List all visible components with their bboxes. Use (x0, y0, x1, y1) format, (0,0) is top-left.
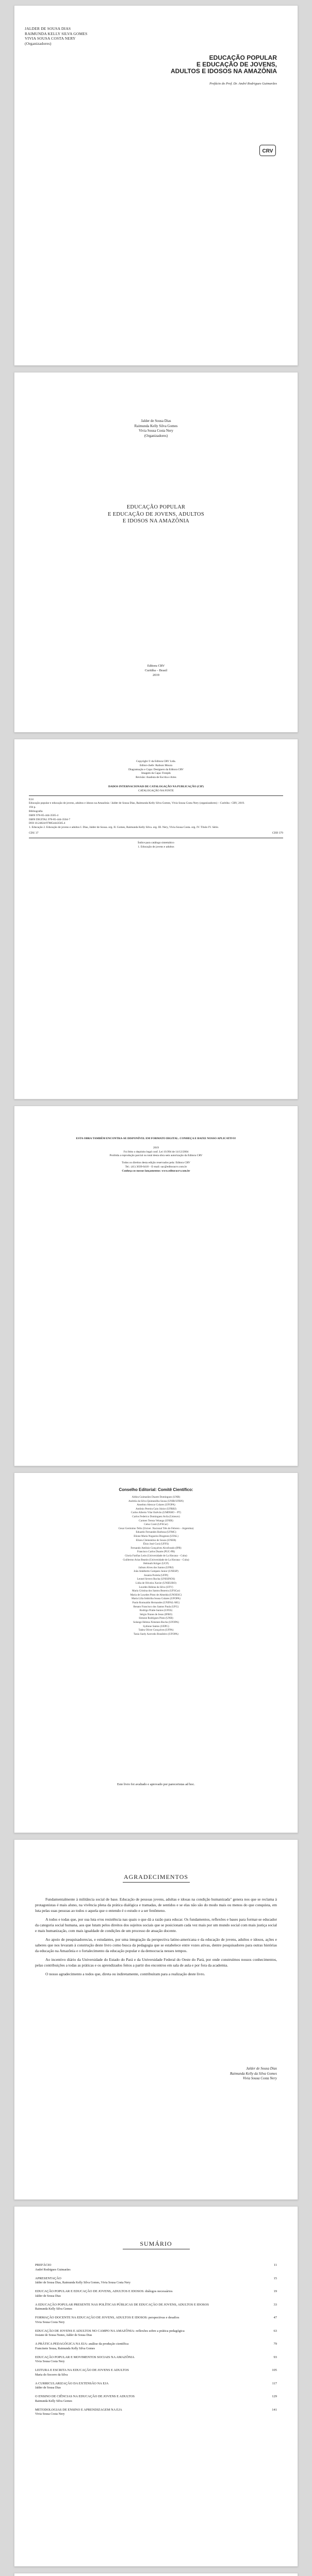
cover-title-line: ADULTOS E IDOSOS NA AMAZÔNIA (170, 67, 277, 75)
toc-entry-title: A CURRICULARIZAÇÃO DA EXTENSÃO NA EJA (35, 2381, 109, 2385)
cip-code: E24 (29, 798, 34, 801)
board-member: Leonel Severo Rocha (UNISINOS) (137, 1578, 175, 1581)
publication-year: 2019 (153, 673, 159, 677)
organizers-label: (Organizadores) (144, 433, 168, 438)
toc-list (35, 2263, 277, 2421)
board-member: Celso Conti (UFSCar) (144, 1523, 168, 1527)
rights-block (29, 1137, 283, 1174)
board-member: Josania Portela (UFPI) (143, 1573, 169, 1577)
board-member: Elizeu Clementino de Souza (UNEB) (136, 1538, 176, 1542)
title-page-title (61, 504, 251, 525)
ack-heading: AGRADECIMENTOS (123, 1873, 189, 1880)
publisher-logo-icon (259, 145, 276, 156)
board-member: Maria Cristina dos Santos Bezerra (UFSCar) (132, 1589, 180, 1593)
toc-entry-authors: Raimunda Kelly Silva Gomes (35, 2308, 72, 2311)
toc-entry-page: 33 (273, 2302, 277, 2307)
toc-entry-title: FORMAÇÃO DOCENTE NA EDUCAÇÃO DE JOVENS, ADULTOS E IDOSOS: perspectivas e desafios (35, 2316, 179, 2319)
toc-entry[interactable] (35, 2382, 277, 2391)
toc-entry-authors: Raimunda Kelly Silva Gomes (35, 2399, 72, 2403)
credit-line: Editor-chefe: Railson Moura (139, 764, 173, 767)
board-member: Solange Helena Ximenes-Rocha (UFOPA) (133, 1621, 179, 1624)
board-member-list (71, 1496, 241, 1636)
legal-deposit: Foi feito o depósito legal conf. Lei 10.994 de 14/12/2004 (123, 1150, 189, 1154)
toc-entry-page: 11 (273, 2263, 277, 2267)
toc-entry-authors: Maria do Socorro da Silva (35, 2373, 68, 2377)
signature-name: Jalder de Sousa Dias (246, 2066, 277, 2071)
cip-title: DADOS INTERNACIONAIS DE CATALOGAÇÃO NA PUBLICAÇÃO (CIP) (108, 785, 204, 788)
cip-record (29, 795, 283, 838)
ack-signatures (230, 2066, 277, 2081)
board-member: Élsio José Corá (UFFS) (143, 1543, 169, 1546)
toc-entry-authors: André Rodrigues Guimarães (35, 2268, 71, 2272)
cip-entry-line: Educação popular e educação de jovens, adultos e idosos na Amazônia / Jalder de Sousa Dias, Raimunda Kelly Silva Gomes, Vivia Sousa Costa Nery (organizadores) – Curitiba : CRV, 2019. (29, 802, 245, 805)
board-member: Anselmo Alencar Colares (UFOPA) (137, 1503, 175, 1507)
toc-entry-authors: Jalder de Sousa Dias, Raimunda Kelly Silva Gomes, Vivia Sousa Costa Nery (35, 2281, 131, 2284)
body-paragraph: A todos e todas que, por sua luta e/ou resistência nas quais o que dá a razão para educar. Os fundamentos, reflexões e bases para formar-se educador da categoria social humana, aos que lutam pelos direitos dos sujeitos sociais que se posicionam cada vez mais por um mundo social com mais justiça social e mais humanização, com mais igualdade de condições de um processo de atuação docente. (35, 1917, 277, 1933)
copyright-block (29, 760, 283, 849)
toc-entry-authors: Vivia Sousa Costa Nery (35, 2413, 65, 2416)
toc-entry-title: APRESENTAÇÃO (35, 2276, 61, 2280)
heading-rule (123, 1882, 190, 1883)
cdu-code: CDU 37 (29, 831, 39, 835)
toc-entry-title: EDUCAÇÃO POPULAR E EDUCAÇÃO DE JOVENS, ADULTOS E IDOSOS: diálogos necessários (35, 2290, 173, 2293)
board-member: João Adalberto Campato Junior (UNESP) (134, 1570, 178, 1573)
reproduction-notice: Proibida a reprodução parcial ou total desta obra sem autorização da Editora CRV (109, 1154, 203, 1158)
toc-entry-authors: Jalder de Sousa Dias (35, 2386, 61, 2389)
toc-page-2 (14, 2573, 298, 2576)
cover-preface: Prefácio do Prof. Dr. André Rodrigues Guimarães (209, 82, 277, 86)
credit-line: Diagramação e Capa: Designers da Editora CRV (128, 768, 184, 771)
rights-page (14, 1106, 298, 1466)
toc-entry[interactable] (35, 2408, 277, 2417)
board-member: Renato Francisco dos Santos Paula (UFG) (133, 1605, 179, 1608)
board-member: Antônio Pereira Gaio Júnior (UFRRJ) (136, 1507, 176, 1511)
toc-entry[interactable] (35, 2368, 277, 2377)
toc-entry[interactable] (35, 2395, 277, 2403)
cdd-code: CDD 379 (272, 831, 283, 835)
organizer-name: Jalder de Sousa Dias (141, 419, 171, 423)
editorial-board-page (14, 1472, 298, 1833)
cover-organizers-label: (Organizadores) (25, 41, 52, 46)
organizer-name: Raimunda Kelly Silva Gomes (134, 423, 178, 428)
board-title (14, 1487, 298, 1492)
toc-entry[interactable] (35, 2277, 277, 2285)
board-member: Francisco Carlos Duarte (PUC-PR) (137, 1550, 175, 1554)
toc-entry-title: METODOLOGIAS DE ENSINO E APRENDIZAGEM NA EJA (35, 2408, 122, 2412)
board-member: Cesar Gerónimo Tello (Univer .Nacional Três de Febrero – Argentina) (118, 1527, 194, 1530)
board-title-text: Conselho Editorial: (119, 1487, 157, 1492)
toc-entry-authors: Josiane de Sousa Nunes, Jalder de Sousa Dias (35, 2334, 92, 2337)
digital-notice: ESTA OBRA TAMBÉM ENCONTRA-SE DISPONÍVEL EM FORMATO DIGITAL. CONHEÇA E BAIXE NOSSO APLICATIVO! (76, 1137, 236, 1140)
toc-entry[interactable] (35, 2303, 277, 2312)
board-member: Gloria Fariñas León (Universidade de La Havana – Cuba) (125, 1554, 187, 1557)
organizer-name: Vivia Sousa Costa Nery (138, 429, 174, 433)
cover-title-line: E EDUCAÇÃO DE JOVENS, (196, 61, 277, 68)
toc-heading: SUMÁRIO (140, 2240, 172, 2247)
toc-entry-authors: Vivia Sousa Costa Nery (35, 2320, 65, 2324)
toc-entry[interactable] (35, 2355, 277, 2364)
cover-author: RAIMUNDA KELLY SILVA GOMES (25, 31, 88, 36)
title-page-organizers (14, 419, 298, 438)
board-member: Andréia da Silva Quintanilha Sousa (UNIR/UFRN) (128, 1499, 184, 1503)
rights-year: 2019 (153, 1146, 159, 1149)
toc-entry-page: 117 (272, 2381, 277, 2385)
publisher-city: Curitiba – Brasil (144, 669, 168, 672)
signature-name: Vivia Sousa Costa Nery (242, 2076, 277, 2080)
cover-author: JALDER DE SOUSA DIAS (25, 26, 71, 31)
title-line: E IDOSOS NA AMAZÔNIA (122, 518, 190, 524)
toc-entry-authors: Vivia Sousa Costa Nery (35, 2360, 65, 2363)
board-member: Jailson Alves dos Santos (UFRJ) (138, 1566, 174, 1569)
board-member: Carlos Alberto Vilar Estêvão (UMINHO – PT) (131, 1511, 181, 1515)
committee-title-text: Comitê Científico: (158, 1487, 193, 1492)
toc-entry-authors: Jalder de Sousa Dias (35, 2294, 61, 2298)
board-member: Tania Suely Azevedo Brasileiro (UFOPA) (133, 1632, 179, 1636)
publisher-name: Editora CRV (147, 664, 165, 668)
cip-entry-line: 194 p. (29, 806, 36, 809)
cip-entry-line: 1. Educação 2. Educação de jovens e adultos I. Dias, Jalder de Sousa. org. II. Gomes, Raimunda Kelly Silva. org. III. Nery, Vivia Sousa Costa. org. IV. Título IV. Série. (29, 826, 219, 829)
board-member: Simone Rodrigues Pinto (UNB) (139, 1617, 173, 1620)
title-line: EDUCAÇÃO POPULAR (126, 504, 186, 510)
board-member: Fernando Antônio Gonçalves Alcoforado (IPB) (130, 1546, 182, 1550)
toc-entry-page: 79 (273, 2342, 277, 2346)
acknowledgements-page (14, 1839, 298, 2200)
toc-entry-title: EDUCAÇÃO POPULAR E MOVIMENTOS SOCIAIS NA AMAZÔNIA (35, 2355, 135, 2359)
svg-text:CRV: CRV (262, 148, 273, 154)
index-item: 1. Educação de jovens e adultos (138, 845, 174, 849)
credit-line: Imagem da Capa: Freepik (141, 772, 171, 775)
toc-entry-title: A PRÁTICA PEDAGÓGICA NA EJA: análise da produção científica (35, 2342, 129, 2346)
publisher-site-link[interactable]: Conheça os nossos lançamentos: www.editoracrv.com.br (122, 1169, 190, 1173)
review-note: Este livro foi avaliado e aprovado por pareceristas ad hoc. (117, 1783, 195, 1786)
toc-entry[interactable] (35, 2342, 277, 2351)
toc-entry-page: 105 (272, 2368, 277, 2372)
copyright-page (14, 739, 298, 1099)
toc-entry-page: 19 (273, 2290, 277, 2293)
board-member: Eduardo Fernandes Barbosa (UFMG) (136, 1531, 176, 1534)
toc-entry[interactable] (35, 2263, 277, 2272)
index-title: Índice para catálogo sistemático (138, 841, 174, 844)
board-member: Carlos Federico Dominguez Avila (Unieuro) (132, 1515, 180, 1518)
toc-entry[interactable] (35, 2316, 277, 2325)
title-page-imprint (14, 664, 298, 677)
toc-entry-page: 141 (272, 2408, 277, 2412)
title-page (14, 372, 298, 733)
cip-entry-line: DOI 10.24824/978854443505.4 (29, 822, 65, 825)
board-member: Guillermo Arias Beatón (Universidade de La Havana – Cuba) (123, 1558, 189, 1562)
title-line: E EDUCAÇÃO DE JOVENS, ADULTOS (108, 511, 204, 517)
toc-entry-title: LEITURA E ESCRITA NA EDUCAÇÃO DE JOVENS E ADULTOS (35, 2368, 129, 2372)
toc-entry-page: 15 (273, 2276, 277, 2280)
cover-authors (25, 26, 87, 46)
credit-line: Revisão: Analista de Escrita e Artes (136, 776, 176, 779)
toc-entry-title: PREFÁCIO (35, 2263, 52, 2267)
board-member: Elione Maria Nogueira Diogenes (UFAL) (134, 1534, 178, 1538)
board-member: Paulo Romualdo Hernandes (UNIFAL-MG) (132, 1601, 180, 1605)
board-member: Carmen Tereza Velanga (UNIR) (139, 1519, 173, 1522)
toc-entry[interactable] (35, 2329, 277, 2338)
cip-entry-line: ISBN DIGITAL 978-85-444-3504-7 (29, 818, 71, 821)
body-paragraph: Fundamentalmente à militância social de base. Educação de pessoas jovens, adultas e idosas na condição humanizada" genera nos que se reclama à protagonistas é mais aluno, na vivência plena da prática dialógica e tramadas, de sentidos e se elas não são do modo mais ou menos do que conquista, em luta pelas suas pessoas ao todos o aquela que o entendo é o estudo e a ser fenômeno. (35, 1897, 277, 1913)
toc-entry[interactable] (35, 2290, 277, 2298)
cover-title (143, 55, 277, 75)
ack-body (35, 1896, 277, 1980)
publisher-address: Todos os direitos desta edição reservados pela: Editora CRV (122, 1161, 190, 1165)
board-member: Rodrigo Pratte-Santos (UFES) (139, 1609, 173, 1613)
toc-entry-authors: Francinete Sousa, Raimunda Kelly Silva Gomes (35, 2347, 95, 2350)
toc-page-1 (14, 2206, 298, 2567)
board-member: Sérgio Nunes de Jesus (IFRO) (139, 1613, 172, 1616)
toc-entry-title: A EDUCAÇÃO POPULAR PRESENTE NAS POLÍTICAS PÚBLICAS DE EDUCAÇÃO DE JOVENS, ADULTOS E IDOSOS (35, 2302, 209, 2307)
body-paragraph: Ao incentivo diário da Universidade do Estado do Pará e da Universidade Federal do Oeste do Pará, por onde construímos nossos conhecimentos, pelas contribuições a todas as práticas e os aprendizados feitos a partir dos encontros em sala de aula e por fora da academia. (35, 1957, 277, 1968)
board-member: Lídia de Oliveira Xavier (UNIEURO) (136, 1582, 176, 1585)
toc-entry-title: O ENSINO DE CIÊNCIAS NA EDUCAÇÃO DE JOVENS E ADULTOS (35, 2395, 135, 2398)
cover-page (14, 5, 298, 366)
toc-entry-page: 47 (273, 2316, 277, 2319)
cip-entry-line: ISBN 978-85-444-3505-4 (29, 814, 58, 817)
copyright-line: Copyright © da Editora CRV Ltda. (136, 760, 176, 763)
board-member: Tadeu Oliver Gonçalves (UFPA) (138, 1629, 174, 1632)
cover-author: VIVIA SOUSA COSTA NERY (25, 36, 76, 41)
publisher-contact: Tel.: (41) 3039-6418 – E-mail: sac@editoracrv.com.br (125, 1165, 187, 1168)
board-member: Maria Lília Imbiriba Sousa Colares (UFOPA) (132, 1597, 180, 1601)
board-member: Lourdes Helena da Silva (UFV) (139, 1585, 173, 1589)
board-member: Sydione Santos (UEPG) (143, 1624, 169, 1628)
cover-title-line: EDUCAÇÃO POPULAR (209, 54, 277, 61)
board-member: Helmuth Krüger (UCP) (143, 1562, 169, 1566)
signature-name: Raimunda Kelly da Silva Gomes (230, 2071, 277, 2076)
body-paragraph: O nosso agradecimento a todos que, direta ou indiretamente, contribuíram para a realização deste livro. (45, 1972, 205, 1976)
toc-entry-title: EDUCAÇÃO DE JOVENS E ADULTOS NO CAMPO NA AMAZÔNIA: reflexões sobre a prática pedagógica (35, 2329, 185, 2333)
board-member: Aldira Guimarães Duarte Domínguez (UNB) (132, 1496, 180, 1499)
body-paragraph: Ao apoio de pesquisadores/as, e estudantes, por uma integração da perspectiva latino-americana e da educação de jovens, adultos e idosos, ações e saberes que nos levaram à construção deste livro como busca da pedagogia que se estabelece entre vozes ativas, dentre pesquisadores para outras histórias da educação na Amazônia e o fortalecimento da educação popular e da democracia nesses tempos. (35, 1937, 277, 1953)
toc-entry-page: 93 (273, 2355, 277, 2359)
toc-entry-page: 129 (272, 2395, 277, 2398)
cip-entry-line: Bibliografia (29, 809, 43, 813)
cip-subtitle: CATALOGAÇÃO NA FONTE (138, 789, 174, 792)
toc-entry-page: 63 (273, 2329, 277, 2333)
board-member: Maria de Lourdes Pinto de Almeida (UNOESC) (130, 1593, 182, 1597)
